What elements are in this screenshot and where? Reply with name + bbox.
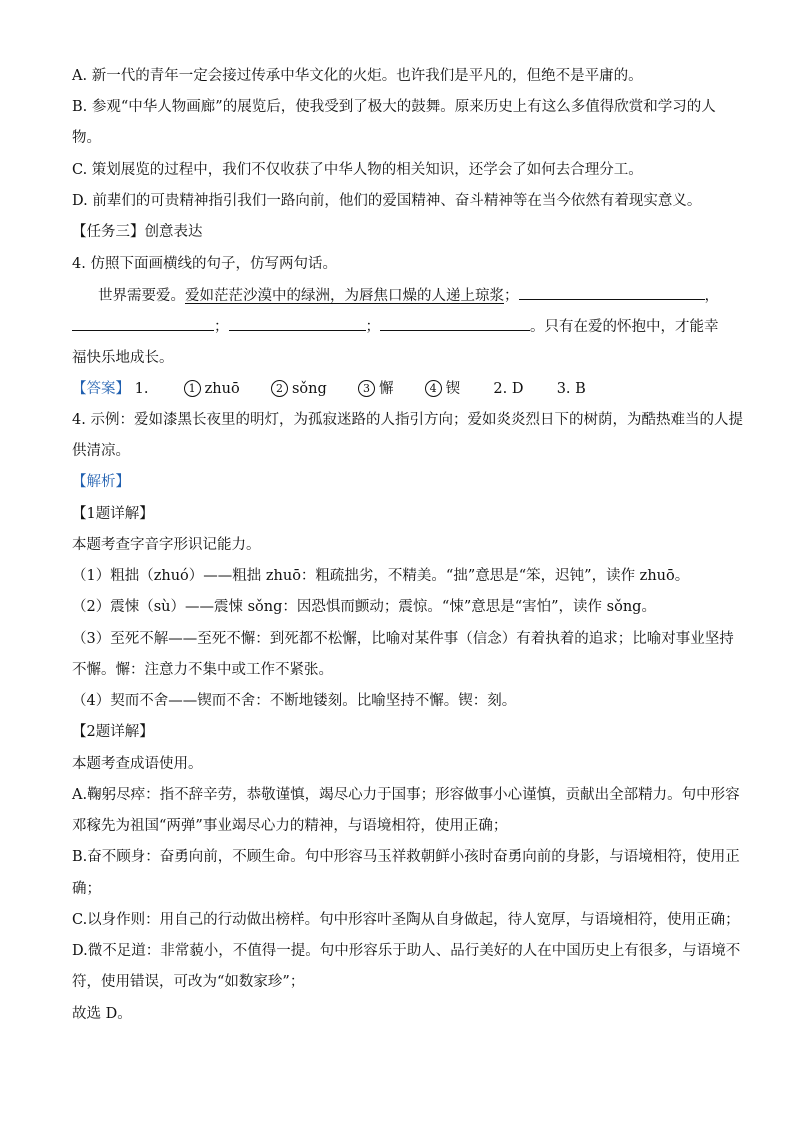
circled-number-icon: 4 [425, 380, 442, 397]
detail-1-item-1: （1）粗拙（zhuó）——粗拙 zhuō：粗疏拙劣，不精美。“拙”意思是“笨，迟钝”，读作 zhuō。 [72, 568, 690, 584]
question-4-prompt-line2 [72, 316, 719, 337]
detail-1-intro: 本题考查字音字形识记能力。 [72, 537, 261, 553]
answer-1-item-4: 锲 [445, 381, 461, 397]
answer-blank-1[interactable] [519, 285, 705, 300]
circled-number-icon: 2 [271, 380, 288, 397]
detail-1-item-3-line2: 不懈。懈：注意力不集中或工作不紧张。 [72, 662, 333, 678]
detail-2-intro: 本题考查成语使用。 [72, 756, 203, 772]
underlined-sentence: 爱如茫茫沙漠中的绿洲，为唇焦口燥的人递上琼浆 [185, 288, 504, 304]
detail-2-b-line2: 确； [72, 881, 101, 897]
punct: ； [365, 319, 380, 335]
punct: ； [504, 288, 519, 304]
detail-2-title: 【2题详解】 [72, 724, 154, 740]
option-d: D. 前辈们的可贵精神指引我们一路向前，他们的爱国精神、奋斗精神等在当今依然有着现实意义。 [72, 193, 702, 209]
detail-2-b-line1: B.奋不顾身：奋勇向前，不顾生命。句中形容马玉祥救朝鲜小孩时奋勇向前的身影，与语境相符，使用正 [72, 849, 740, 865]
detail-2-d-line1: D.微不足道：非常藐小，不值得一提。句中形容乐于助人、品行美好的人在中国历史上有很多，与语境不 [72, 943, 741, 959]
punct: ， [704, 288, 719, 304]
answer-3: 3. B [556, 381, 586, 397]
answer-label: 【答案】 [72, 381, 130, 397]
circled-number-icon: 3 [358, 380, 375, 397]
detail-2-a-line2: 邓稼先为祖国“两弹”事业竭尽心力的精神，与语境相符，使用正确； [72, 818, 508, 834]
detail-1-title: 【1题详解】 [72, 506, 154, 522]
prompt-prefix: 世界需要爱。 [98, 288, 185, 304]
task-three-heading: 【任务三】创意表达 [72, 224, 203, 240]
answer-2: 2. D [493, 381, 524, 397]
answer-4-line1: 4. 示例：爱如漆黑长夜里的明灯，为孤寂迷路的人指引方向；爱如炎炎烈日下的树荫，为酷热难当的人提 [72, 412, 743, 428]
answer-4-line2: 供清凉。 [72, 443, 130, 459]
analysis-label: 【解析】 [72, 474, 130, 490]
option-b-line1: B. 参观“中华人物画廊”的展览后，使我受到了极大的鼓舞。原来历史上有这么多值得欣赏和学习的人 [72, 99, 716, 115]
detail-2-c: C.以身作则：用自己的行动做出榜样。句中形容叶圣陶从自身做起，待人宽厚，与语境相符，使用正确； [72, 912, 740, 928]
option-c: C. 策划展览的过程中，我们不仅收获了中华人物的相关知识，还学会了如何去合理分工。 [72, 162, 643, 178]
detail-1-item-4: （4）契而不舍——锲而不舍：不断地镂刻。比喻坚持不懈。锲：刻。 [72, 693, 517, 709]
option-b-line2: 物。 [72, 130, 101, 146]
detail-2-conclusion: 故选 D。 [72, 1006, 132, 1022]
answer-1-item-3: 懈 [378, 381, 394, 397]
punct: ； [214, 319, 229, 335]
answer-blank-2[interactable] [72, 316, 214, 331]
detail-1-item-2: （2）震悚（sù）——震悚 sǒng：因恐惧而颤动；震惊。“悚”意思是“害怕”，读作 sǒng。 [72, 599, 656, 615]
answer-blank-4[interactable] [380, 316, 530, 331]
answer-1-number: 1. [134, 381, 149, 397]
detail-2-d-line2: 符，使用错误，可改为“如数家珍”； [72, 974, 305, 990]
prompt-tail: 。只有在爱的怀抱中，才能幸 [530, 319, 719, 335]
answer-line [72, 379, 586, 399]
option-a: A. 新一代的青年一定会接过传承中华文化的火炬。也许我们是平凡的，但绝不是平庸的。 [72, 68, 643, 84]
question-4-prompt-line1 [98, 285, 719, 306]
answer-blank-3[interactable] [229, 316, 366, 331]
question-4-prompt-line3: 福快乐地成长。 [72, 350, 174, 366]
question-4: 4. 仿照下面画横线的句子，仿写两句话。 [72, 256, 337, 272]
answer-1-item-1: zhuō [204, 381, 240, 397]
circled-number-icon: 1 [184, 380, 201, 397]
detail-2-a-line1: A.鞠躬尽瘁：指不辞辛劳，恭敬谨慎，竭尽心力于国事；形容做事小心谨慎，贡献出全部精力。句中形容 [72, 787, 740, 803]
answer-1-item-2: sǒng [291, 381, 327, 397]
detail-1-item-3-line1: （3）至死不解——至死不懈：到死都不松懈，比喻对某件事（信念）有着执着的追求；比喻对事业坚持 [72, 631, 734, 647]
